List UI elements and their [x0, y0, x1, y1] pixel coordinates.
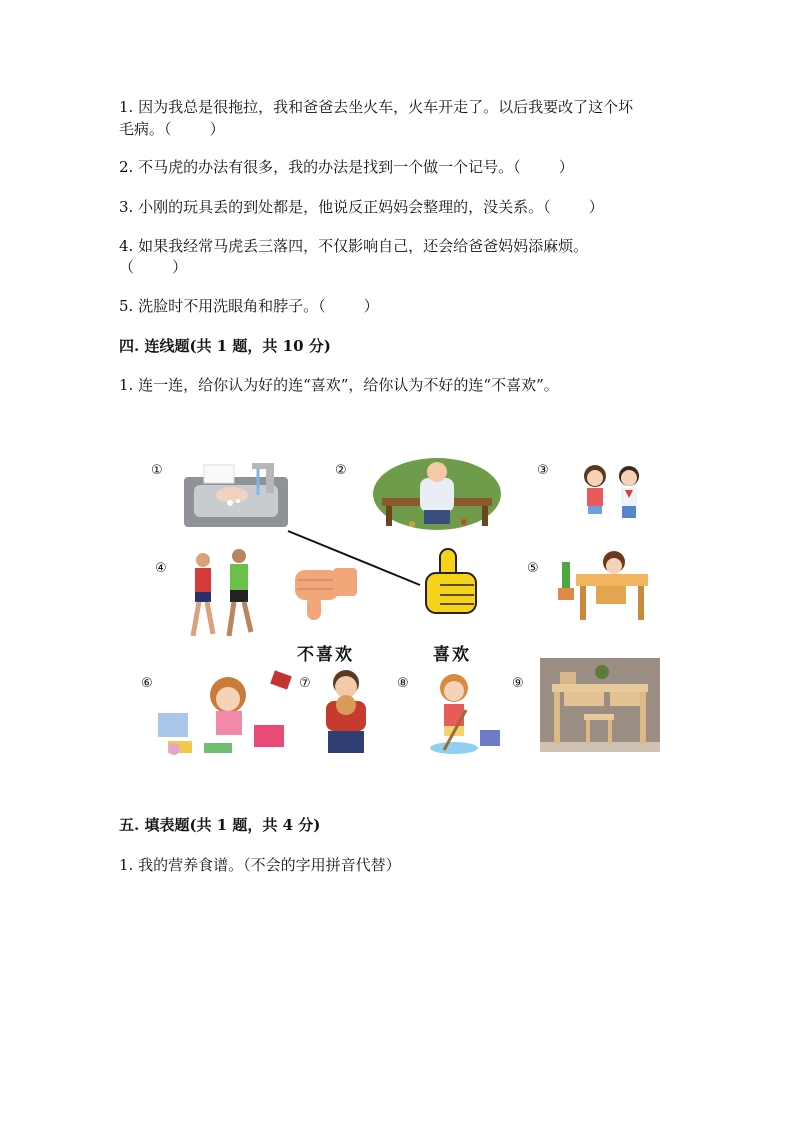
connecting-line: [286, 528, 426, 590]
marker-6: ⑥: [141, 676, 153, 691]
question-1-line-1: 1. 因为我总是很拖拉，我和爸爸去坐火车，火车开走了。以后我要改了这个坏: [119, 98, 634, 116]
thumb-up-icon: [420, 545, 486, 617]
washing-hands-image: [182, 455, 290, 535]
question-4-line-1: 4. 如果我经常马虎丢三落四，不仅影响自己，还会给爸爸妈妈添麻烦。: [119, 237, 589, 255]
question-2: 2. 不马虎的办法有很多，我的办法是找到一个做一个记号。（ ）: [119, 158, 574, 176]
marker-7: ⑦: [299, 676, 311, 691]
marker-4: ④: [155, 561, 167, 576]
marker-9: ⑨: [512, 676, 524, 691]
messy-girl-image: [154, 665, 294, 759]
marker-8: ⑧: [397, 676, 409, 691]
marker-2: ②: [335, 463, 347, 478]
section-4-question-1: 1. 连一连，给你认为好的连“喜欢”，给你认为不好的连“不喜欢”。: [119, 376, 559, 394]
girl-mopping-image: [424, 670, 504, 756]
section-5-heading: 五. 填表题(共 1 题，共 4 分): [119, 816, 321, 834]
dislike-label: 不喜欢: [297, 645, 354, 665]
like-label: 喜欢: [433, 645, 471, 665]
section-4-heading: 四. 连线题(共 1 题，共 10 分): [119, 337, 331, 355]
section-5-question-1: 1. 我的营养食谱。（不会的字用拼音代替）: [119, 856, 401, 874]
question-5: 5. 洗脸时不用洗眼角和脖子。（ ）: [119, 297, 379, 315]
question-3: 3. 小刚的玩具丢的到处都是，他说反正妈妈会整理的，没关系。（ ）: [119, 198, 604, 216]
question-1-line-2: 毛病。（ ）: [119, 120, 225, 138]
marker-5: ⑤: [527, 561, 539, 576]
marker-1: ①: [151, 463, 163, 478]
runners-image: [183, 546, 261, 646]
boy-eating-image: [318, 667, 374, 763]
question-4-line-2: （ ）: [119, 258, 188, 276]
littering-man-image: [372, 454, 502, 532]
two-kids-image: [575, 460, 651, 526]
wooden-desk-image: [540, 658, 660, 752]
sleeping-kid-desk-image: [556, 548, 652, 624]
marker-3: ③: [537, 463, 549, 478]
